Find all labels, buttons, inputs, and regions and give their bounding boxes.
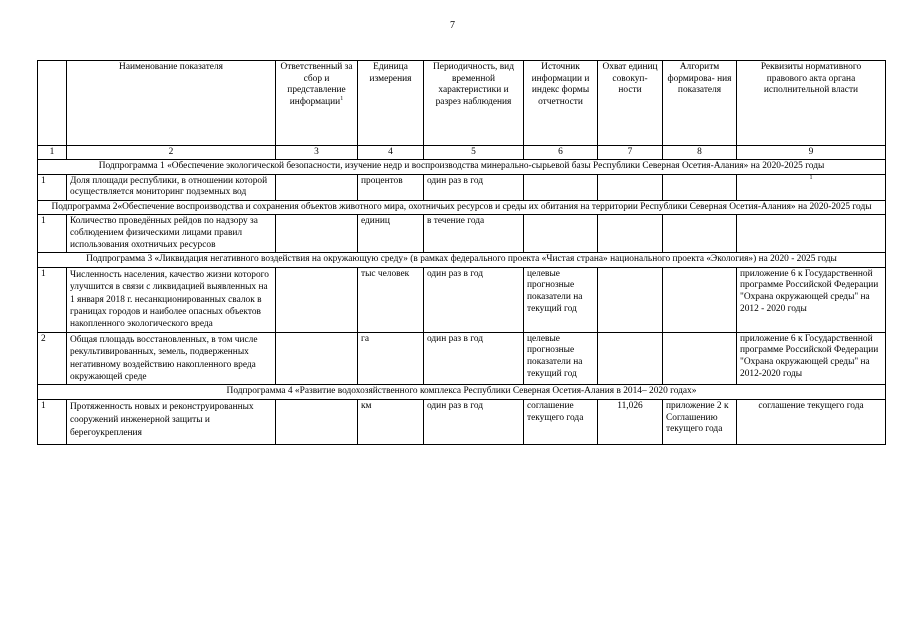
row-number: 1	[38, 215, 67, 253]
column-number: 3	[276, 146, 358, 160]
requisites-cell	[737, 215, 886, 253]
row-number: 2	[38, 332, 67, 385]
subprogram-title-row	[38, 200, 886, 215]
page-number: 7	[450, 20, 455, 31]
requisites-cell: приложение 6 к Государственной программе Российской Федерации "Охрана окружающей среды" на 2012 - 2020 годы	[737, 267, 886, 332]
row-number: 1	[38, 400, 67, 445]
row-number: 1	[38, 267, 67, 332]
unit-cell: единиц	[358, 215, 424, 253]
periodicity-cell: один раз в год	[424, 332, 524, 385]
requisites-cell: соглашение текущего года	[737, 400, 886, 445]
table-row	[38, 332, 886, 385]
periodicity-cell: один раз в год	[424, 400, 524, 445]
header-responsible: Ответственный за сбор и представление информации$^1$	[276, 61, 358, 146]
header-unit: Единица измерения	[358, 61, 424, 146]
header-periodicity: Периодичность, вид временной характеристики и разрез наблюдения	[424, 61, 524, 146]
indicator-name: Количество проведённых рейдов по надзору за соблюдением физическими лицами правил использования охотничьих ресурсов	[67, 215, 276, 253]
algorithm-cell: приложение 2 к Соглашению текущего года	[663, 400, 737, 445]
unit-cell: км	[358, 400, 424, 445]
table-row	[38, 215, 886, 253]
coverage-cell: 11,026	[598, 400, 663, 445]
source-cell	[524, 215, 598, 253]
column-number: 1	[38, 146, 67, 160]
header-algorithm: Алгоритм формирова- ния показателя	[663, 61, 737, 146]
algorithm-cell	[663, 267, 737, 332]
periodicity-cell: один раз в год	[424, 174, 524, 200]
column-number: 8	[663, 146, 737, 160]
subprogram-title: Подпрограмма 4 «Развитие водохозяйственного комплекса Республики Северная Осетия-Алания в 2014– 2020 годах»	[38, 385, 886, 400]
header-source: Источник информации и индекс формы отчетности	[524, 61, 598, 146]
indicator-name: Численность населения, качество жизни которого улучшится в связи с ликвидацией выявленных на 1 января 2018 г. несанкционированных свалок в границах городов и наиболее опасных объектов накопленного экологического вреда	[67, 267, 276, 332]
coverage-cell	[598, 174, 663, 200]
footnote-mark: 1	[340, 95, 344, 102]
coverage-cell	[598, 267, 663, 332]
algorithm-cell	[663, 174, 737, 200]
source-cell: целевые прогнозные показатели на текущий год	[524, 332, 598, 385]
unit-cell: тыс человек	[358, 267, 424, 332]
column-number: 4	[358, 146, 424, 160]
subprogram-title: Подпрограмма 1 «Обеспечение экологической безопасности, изучение недр и воспроизводства минерально-сырьевой базы Республики Северная Осетия-Алания» на 2020-2025 годы	[38, 160, 886, 175]
source-cell	[524, 174, 598, 200]
subprogram-title-row	[38, 160, 886, 175]
header-num	[38, 61, 67, 146]
column-number: 5	[424, 146, 524, 160]
periodicity-cell: в течение года	[424, 215, 524, 253]
header-row	[38, 61, 886, 146]
responsible-cell	[276, 267, 358, 332]
algorithm-cell	[663, 215, 737, 253]
indicator-name: Доля площади республики, в отношении которой осуществляется мониторинг подземных вод	[67, 174, 276, 200]
source-cell: целевые прогнозные показатели на текущий год	[524, 267, 598, 332]
column-number: 6	[524, 146, 598, 160]
responsible-cell	[276, 215, 358, 253]
coverage-cell	[598, 215, 663, 253]
subprogram-title-row	[38, 253, 886, 268]
requisites-cell: приложение 6 к Государственной программе Российской Федерации "Охрана окружающей среды" на 2012-2020 годы	[737, 332, 886, 385]
source-cell: соглашение текущего года	[524, 400, 598, 445]
column-number: 7	[598, 146, 663, 160]
subprogram-title: Подпрограмма 2«Обеспечение воспроизводства и сохранения объектов животного мира, охотничьих ресурсов и среды их обитания на территории Республики Северная Осетия-Алания» на 2020-2025 годы	[38, 200, 886, 215]
row-number: 1	[38, 174, 67, 200]
responsible-cell	[276, 332, 358, 385]
indicator-name: Протяженность новых и реконструированных сооружений инженерной защиты и берегоукрепления	[67, 400, 276, 445]
unit-cell: га	[358, 332, 424, 385]
responsible-cell	[276, 174, 358, 200]
algorithm-cell	[663, 332, 737, 385]
table-row	[38, 400, 886, 445]
subprogram-title-row	[38, 385, 886, 400]
column-number: 2	[67, 146, 276, 160]
header-name: Наименование показателя	[67, 61, 276, 146]
column-number-row	[38, 146, 886, 160]
subprogram-title: Подпрограмма 3 «Ликвидация негативного воздействия на окружающую среду» (в рамках федерального проекта «Чистая страна» национального проекта «Экология») на 2020 - 2025 годы	[38, 253, 886, 268]
indicator-name: Общая площадь восстановленных, в том числе рекультивированных, земель, подверженных негативному воздействию накопленного вреда окружающей среде	[67, 332, 276, 385]
responsible-cell	[276, 400, 358, 445]
table-row	[38, 267, 886, 332]
column-number: 9	[737, 146, 886, 160]
unit-cell: процентов	[358, 174, 424, 200]
header-coverage: Охват единиц совокуп- ности	[598, 61, 663, 146]
periodicity-cell: один раз в год	[424, 267, 524, 332]
table-row	[38, 174, 886, 200]
requisites-cell	[737, 174, 886, 200]
footnote-mark: 1	[809, 174, 813, 181]
indicators-table	[37, 60, 886, 445]
header-requisites: Реквизиты нормативного правового акта органа исполнительной власти	[737, 61, 886, 146]
coverage-cell	[598, 332, 663, 385]
